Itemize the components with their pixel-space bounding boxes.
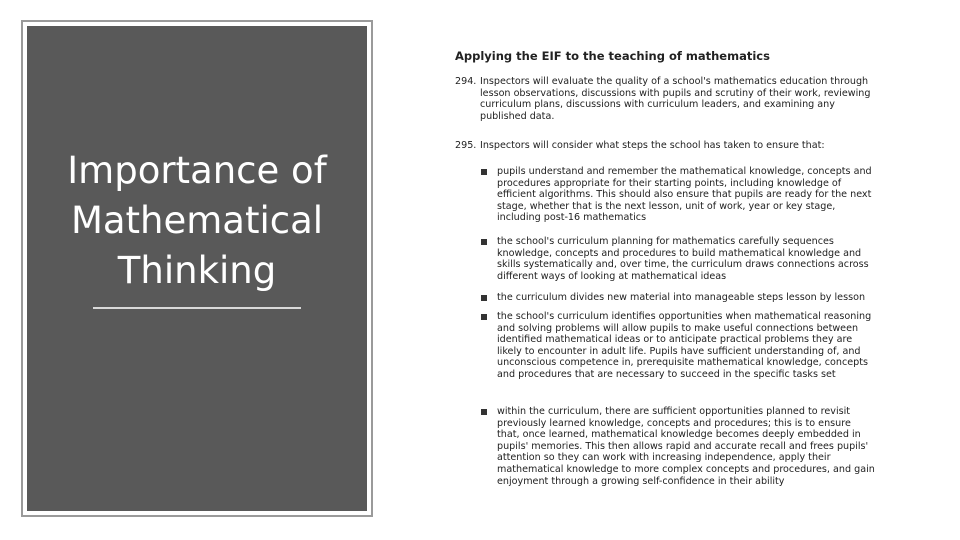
slide-title bbox=[27, 146, 367, 296]
bullet-square-icon bbox=[481, 169, 487, 175]
paragraph-text: Inspectors will evaluate the quality of a school's mathematics education through lesson observations, discussions with pupils and scrutiny of their work, reviewing curriculum plans, discussions with curriculum leaders, and examining any published data. bbox=[480, 76, 871, 122]
bullet-square-icon bbox=[481, 314, 487, 320]
list-item-text: within the curriculum, there are sufficient opportunities planned to revisit previously learned knowledge, concepts and procedures; this is to ensure that, once learned, mathematical knowledge becomes deeply embedded in pupils' memories. This then allows rapid and accurate recall and frees pupils' attention so they can work with increasing independence, apply their mathematical knowledge to more complex concepts and procedures, and gain enjoyment through a growing self-confidence in their ability bbox=[497, 406, 875, 487]
list-item-text: the curriculum divides new material into manageable steps lesson by lesson bbox=[497, 292, 866, 303]
bullet-square-icon bbox=[481, 239, 487, 245]
list-item-text: pupils understand and remember the mathematical knowledge, concepts and procedures appropriate for their starting points, including knowledge of efficient algorithms. This should also ensure that pupils are ready for the next stage, whether that is the next lesson, unit of work, year or key stage, including post-16 mathematics bbox=[497, 166, 872, 224]
paragraph-number: 295. bbox=[455, 140, 477, 151]
title-underline bbox=[93, 307, 301, 309]
slide-title-line: Mathematical bbox=[70, 199, 324, 242]
paragraph-number: 294. bbox=[455, 76, 477, 87]
bullet-square-icon bbox=[481, 409, 487, 415]
list-item-text: the school's curriculum identifies opportunities when mathematical reasoning and solving problems will allow pupils to make useful connections between identified mathematical ideas or to anticipate practical problems they are likely to encounter in adult life. Pupils have sufficient understanding of, and unconscious competence in, prerequisite mathematical knowledge, concepts and procedures that are necessary to succeed in the specific tasks set bbox=[497, 311, 872, 380]
list-item-text: the school's curriculum planning for mathematics carefully sequences knowledge, concepts and procedures to build mathematical knowledge and skills systematically and, over time, the curriculum draws connections across different ways of looking at mathematical ideas bbox=[497, 236, 869, 282]
document-heading: Applying the EIF to the teaching of mathematics bbox=[455, 49, 770, 63]
slide-title-line: Importance of bbox=[67, 149, 327, 192]
title-panel-frame bbox=[21, 20, 373, 517]
slide-title-line: Thinking bbox=[117, 249, 277, 292]
paragraph-text: Inspectors will consider what steps the school has taken to ensure that: bbox=[480, 140, 825, 151]
bullet-square-icon bbox=[481, 295, 487, 301]
title-panel bbox=[27, 26, 367, 511]
